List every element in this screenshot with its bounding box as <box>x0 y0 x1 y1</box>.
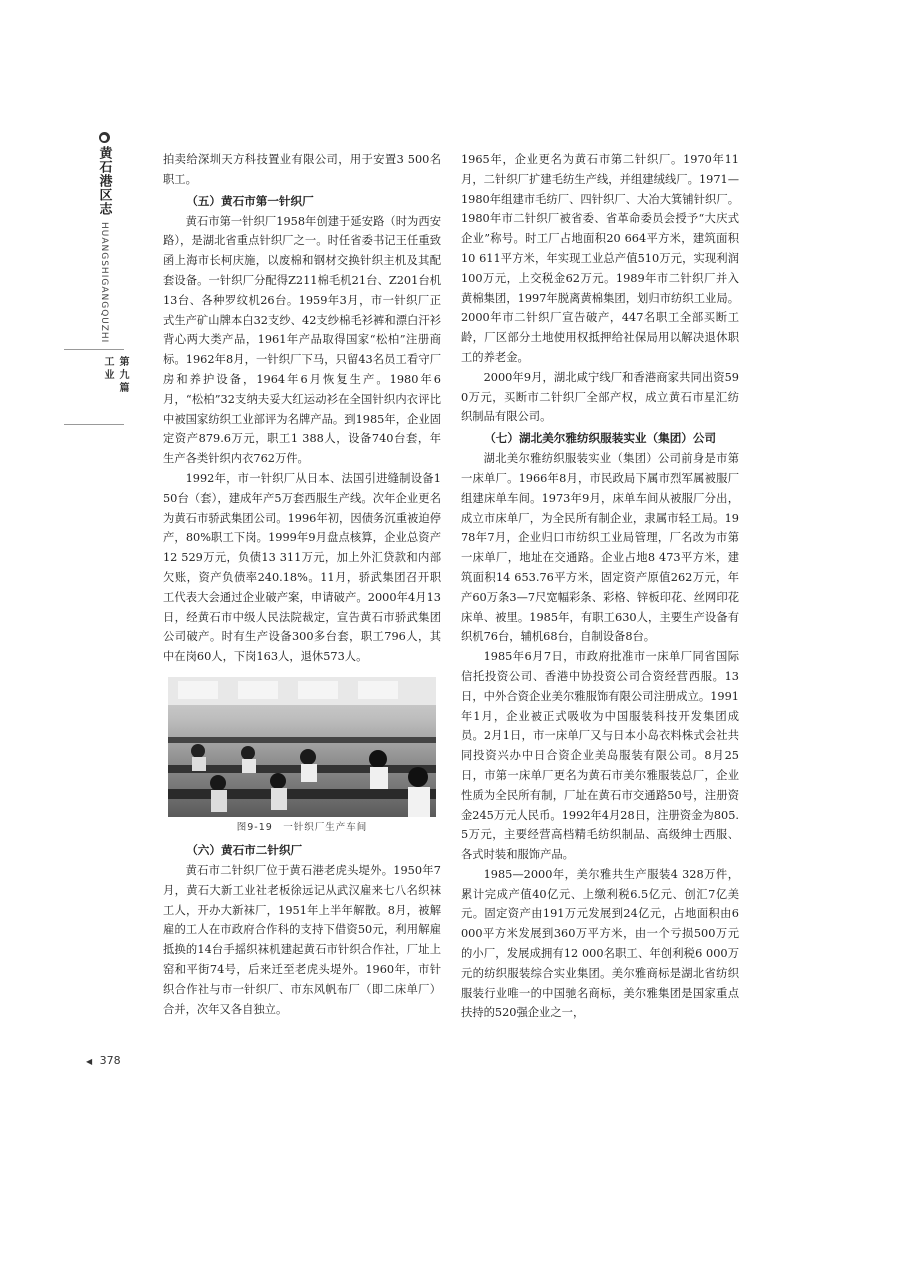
section-heading: （六）黄石市二针织厂 <box>186 842 303 857</box>
paragraph: 拍卖给深圳天方科技置业有限公司，用于安置3 500名职工。 <box>163 153 441 186</box>
paragraph: 1985年6月7日，市政府批准市一床单厂同省国际信托投资公司、香港中协投资公司合资经营西服。13日，中外合资企业美尔雅服饰有限公司注册成立。1991年1月，企业被正式吸收为中国服装科技开发集团成员。2月1日，市一床单厂又与日本小岛衣料株式会社共同投资兴办中日合资企业美岛服装有限公司。8月25日，市第一床单厂更名为黄石市美尔雅服装总厂，企业性质为全民所有制，厂址在黄石市交通路50号，注册资金245万元人民币。1992年4月28日，注册资金为805.5万元，主要经营高档精毛纺织制品、高级绅士西服、各式时装和服饰产品。 <box>461 650 739 862</box>
chapter-number: 第九篇 <box>117 356 128 395</box>
factory-photo <box>168 677 436 817</box>
paragraph: 1965年，企业更名为黄石市第二针织厂。1970年11月，二针织厂扩建毛纺生产线，并组建绒线厂。1971—1980年组建市毛纺厂、四针织厂、大冶大箕铺针织厂。1980年市二针织厂被省委、省革命委员会授予“大庆式企业”称号。时工厂占地面积20 664平方米，建筑面积10 611平方米，年实现工业总产值510万元，实现利润100万元，上交税金62万元。1989年市二针织厂并入黄棉集团，1997年脱离黄棉集团，划归市纺织工业局。2000年市二针织厂宣告破产，447名职工全部买断工龄，厂区部分土地使用权抵押给社保局用以解决退休职工的养老金。 <box>461 153 739 364</box>
sidebar <box>84 132 124 343</box>
paragraph: 黄石市第一针织厂1958年创建于延安路（时为西安路），是湖北省重点针织厂之一。时任省委书记王任重致函上海市长柯庆施，以废棉和钢材交换针织主机及其配套设备。一针织厂分配得Z211棉毛机21台、Z201台机13台、各种罗纹机26台。1959年3月，市一针织厂正式生产矿山牌本白32支纱、42支纱棉毛衫裤和漂白汗衫背心两大类产品，1961年产品取得国家“松柏”注册商标。1962年8月，一针织厂下马，只留43名员工看守厂房和养护设备，1964年6月恢复生产。1980年6月，“松柏”32支纳夫妥大红运动衫在全国针织内衣评比中被国家纺织工业部评为名牌产品。到1985年，企业固定资产879.6万元，职工1 388人，设备740台套，年生产各类针织内衣762万件。 <box>163 214 441 466</box>
chapter-label <box>100 356 130 395</box>
book-title: 黄石港区志 <box>96 146 112 216</box>
section-heading: （五）黄石市第一针织厂 <box>186 193 314 208</box>
paragraph: 黄石市二针织厂位于黄石港老虎头堤外。1950年7月，黄石大新工业社老板徐远记从武汉雇来七八名织袜工人，开办大新袜厂，1951年上半年解散。8月，被解雇的工人在市政府合作科的支持下借资50元，利用解雇抵换的14台手摇织袜机建起黄石市针织合作社，厂址上窑和平街74号，后来迁至老虎头堤外。1960年，市针织合作社与市一针织厂、市东风帆布厂（即二床单厂）合并，次年又各自独立。 <box>163 863 441 1016</box>
page-footer <box>86 1054 121 1067</box>
page-number: 378 <box>99 1054 121 1067</box>
paragraph: 1992年，市一针织厂从日本、法国引进缝制设备150台（套），建成年产5万套西服生产线。次年企业更名为黄石市骄武集团公司。1996年初，因债务沉重被迫停产，80%职工下岗。1999年9月盘点核算，企业总资产12 529万元，负债13 311万元，加上外汇贷款和内部欠账，资产负债率240.18%。11月，骄武集团召开职工代表大会通过企业破产案，申请破产。2000年4月13日，经黄石市中级人民法院裁定，宣告黄石市骄武集团公司破产。时有生产设备300多台套，职工796人，其中在岗60人，下岗163人，退休573人。 <box>163 471 441 664</box>
left-column <box>163 150 441 1019</box>
paragraph: 1985—2000年，美尔雅共生产服装4 328万件，累计完成产值40亿元、上缴利税6.5亿元、创汇7亿美元。固定资产由191万元发展到24亿元，占地面积由6 000平方米发展到360万平方米，由一个亏损500万元的小厂，发展成拥有12 000名职工、年创利税6 000万元的纺织服装综合实业集团。美尔雅商标是湖北省纺织服装行业唯一的中国驰名商标，美尔雅集团是国家重点扶持的520强企业之一， <box>461 867 739 1020</box>
workshop-image-icon <box>168 677 436 817</box>
photo-caption: 图9-19 一针织厂生产车间 <box>236 821 368 833</box>
page-marker-triangle-icon: ◀ <box>86 1057 93 1066</box>
section-heading: （七）湖北美尔雅纺织服装实业（集团）公司 <box>484 431 717 446</box>
paragraph: 2000年9月，湖北咸宁线厂和香港商家共同出资590万元，买断市二针织厂全部产权，成立黄石市星汇纺织制品有限公司。 <box>461 370 739 424</box>
book-logo-icon: ● <box>99 132 110 143</box>
book-title-pinyin: HUANGSHIGANGQUZHI <box>99 222 109 344</box>
sidebar-divider-top <box>64 349 124 350</box>
sidebar-divider-bottom <box>64 424 124 425</box>
right-column <box>461 150 739 1023</box>
paragraph: 湖北美尔雅纺织服装实业（集团）公司前身是市第一床单厂。1966年8月，市民政局下属市烈军属被服厂组建床单车间。1973年9月，床单车间从被服厂分出，成立市床单厂，为全民所有制企业，隶属市轻工局。1978年7月，企业归口市纺织工业局管理，厂名改为市第一床单厂，地址在交通路。企业占地8 473平方米，建筑面积14 653.76平方米，固定资产原值262万元，年产60万条3—7尺宽幅彩条、彩格、锌板印花、丝网印花床单、被里。1985年，有职工630人，主要生产设备有织机76台，辅机68台，自制设备8台。 <box>461 452 739 644</box>
chapter-section: 工业 <box>102 356 113 382</box>
